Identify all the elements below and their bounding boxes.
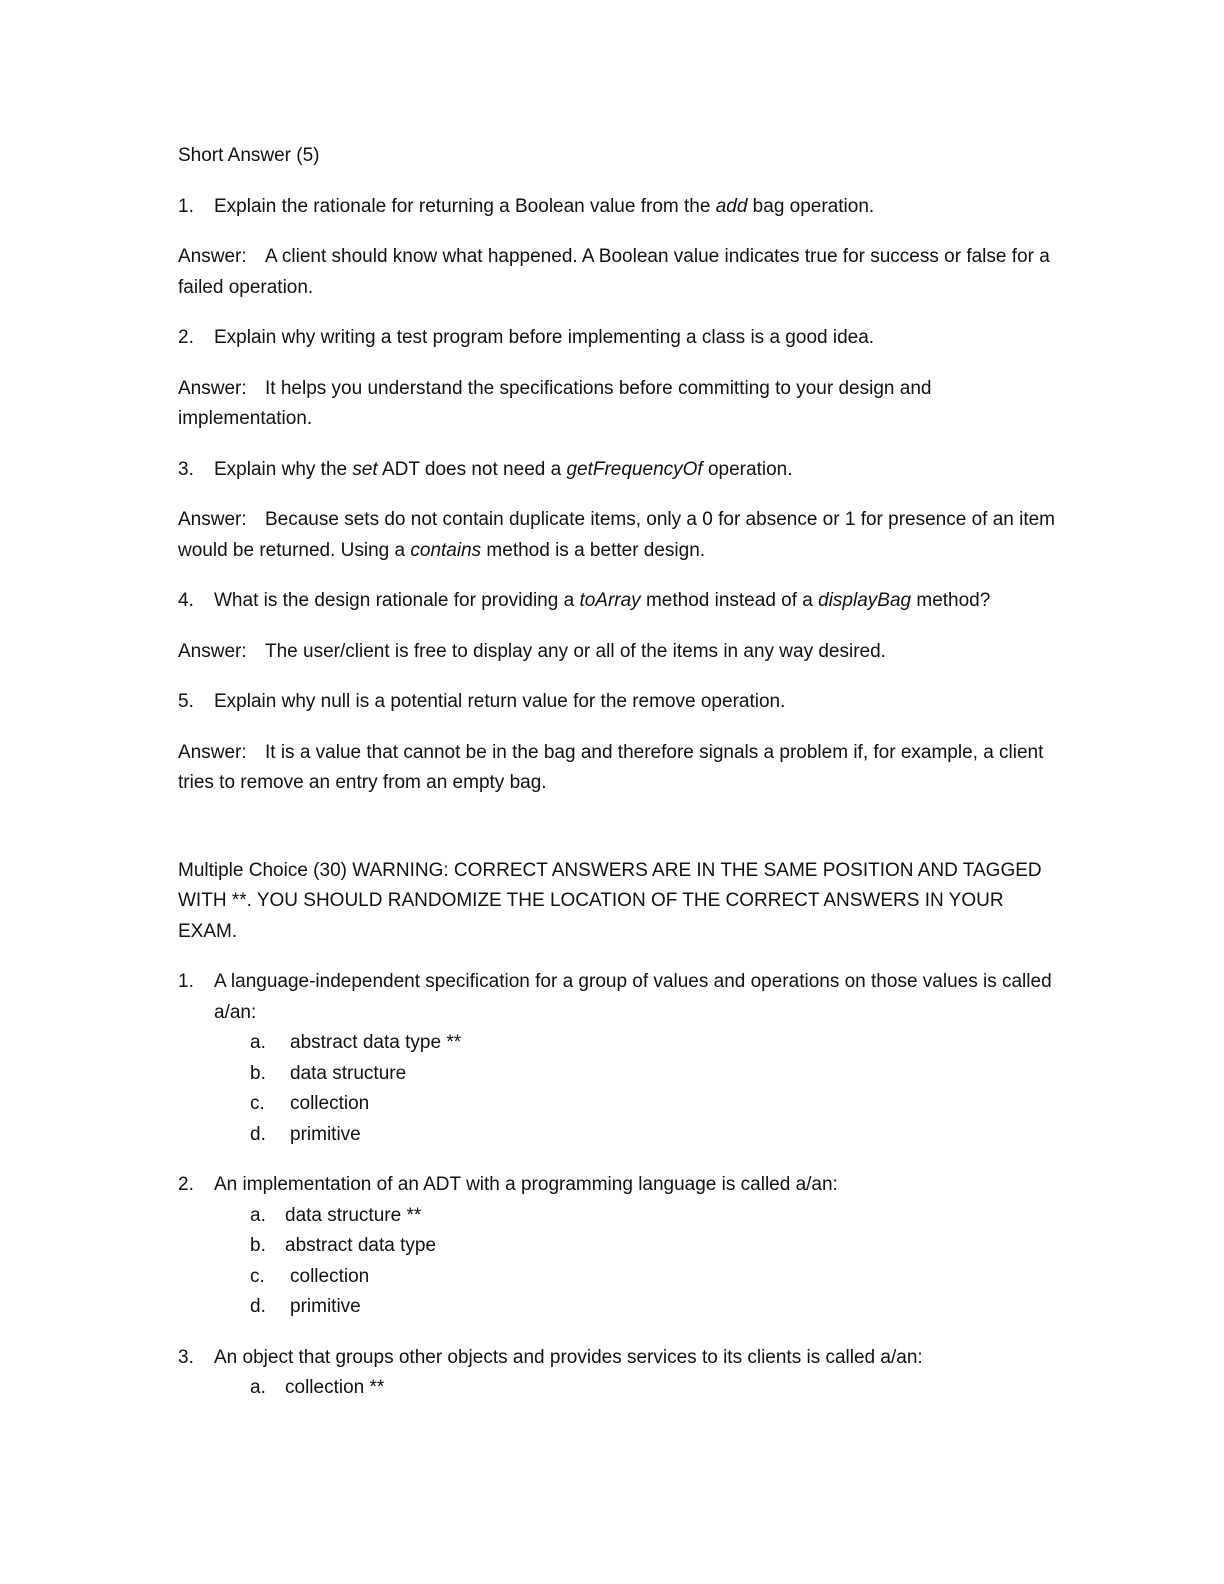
choice-text: collection (290, 1093, 370, 1114)
question-text: A language-independent specification for a group of values and operations on those values is called a/an: (214, 971, 1052, 1023)
mc-question-3 (178, 1343, 1058, 1404)
sa-question-3 (178, 455, 1058, 486)
choice-item (250, 1089, 1058, 1120)
question-text: Explain why writing a test program before implementing a class is a good idea. (214, 327, 875, 348)
sa-answer-5 (178, 738, 1058, 799)
question-number: 2. (178, 327, 194, 348)
answer-label: Answer: (178, 640, 247, 662)
choice-list (178, 1201, 1058, 1323)
answer-text: It helps you understand the specifications before committing to your design and implementation. (178, 377, 932, 429)
mc-question-stem (178, 967, 1058, 1028)
sa-question-4 (178, 586, 1058, 617)
question-text-part: Explain why the (214, 458, 353, 480)
question-text-part: method instead of a (640, 590, 819, 611)
choice-letter: c. (250, 1265, 265, 1287)
question-number: 4. (178, 590, 194, 611)
choice-text: collection ** (285, 1377, 385, 1398)
choice-item (250, 1059, 1058, 1090)
question-text-part: ADT does not need a (377, 458, 567, 480)
question-emphasis: toArray (579, 590, 641, 611)
question-text: An object that groups other objects and provides services to its clients is called a/an: (214, 1346, 923, 1368)
page-content (178, 141, 1058, 1424)
choice-item (250, 1028, 1058, 1059)
sa-answer-1 (178, 242, 1058, 303)
question-text-part: What is the design rationale for providing a (214, 590, 580, 611)
sa-question-2 (178, 323, 1058, 354)
choice-item (250, 1373, 1058, 1404)
choice-text: collection (290, 1265, 370, 1287)
choice-letter: a. (250, 1377, 266, 1398)
choice-text: abstract data type ** (290, 1032, 462, 1053)
sa-answer-2 (178, 374, 1058, 435)
choice-item (250, 1201, 1058, 1232)
question-emphasis: displayBag (818, 590, 912, 611)
choice-letter: b. (250, 1235, 266, 1256)
answer-emphasis: contains (410, 539, 482, 561)
answer-text: It is a value that cannot be in the bag and therefore signals a problem if, for example, a client tries to remove an entry from an empty bag. (178, 741, 1044, 793)
mc-question-2 (178, 1170, 1058, 1323)
choice-text: data structure ** (285, 1204, 422, 1226)
choice-item (250, 1231, 1058, 1262)
question-text (214, 455, 1058, 486)
sa-answer-3 (178, 505, 1058, 566)
mc-question-stem (178, 1170, 1058, 1201)
sa-question-5 (178, 687, 1058, 718)
question-number: 3. (178, 1346, 194, 1368)
multiple-choice-heading: Multiple Choice (30) WARNING: CORRECT ANSWERS ARE IN THE SAME POSITION AND TAGGED WITH **. YOU SHOULD RANDOMIZE THE LOCATION OF THE CORRECT ANSWERS IN YOUR EXAM. (178, 859, 1042, 942)
choice-list (178, 1373, 1058, 1404)
choice-letter: a. (250, 1032, 266, 1053)
question-text-part: bag operation. (747, 195, 875, 217)
question-text: An implementation of an ADT with a programming language is called a/an: (214, 1174, 838, 1195)
choice-list (178, 1028, 1058, 1150)
question-text (214, 192, 1058, 223)
answer-text: The user/client is free to display any or all of the items in any way desired. (265, 640, 886, 662)
choice-item (250, 1292, 1058, 1323)
question-emphasis: add (715, 195, 748, 217)
sa-question-1 (178, 192, 1058, 223)
question-number: 5. (178, 691, 194, 712)
answer-label: Answer: (178, 377, 247, 399)
answer-label: Answer: (178, 246, 247, 267)
answer-label: Answer: (178, 509, 247, 530)
choice-letter: c. (250, 1093, 265, 1114)
question-text (214, 586, 1058, 617)
answer-text-part: method is a better design. (481, 539, 706, 561)
answer-text: A client should know what happened. A Boolean value indicates true for success or false for a failed operation. (178, 246, 1050, 298)
choice-text: abstract data type (285, 1235, 437, 1256)
question-emphasis: getFrequencyOf (566, 458, 703, 480)
question-number: 2. (178, 1174, 194, 1195)
choice-letter: d. (250, 1123, 266, 1145)
question-text-part: operation. (702, 458, 793, 480)
choice-letter: a. (250, 1204, 266, 1226)
choice-item (250, 1262, 1058, 1293)
sa-answer-4 (178, 637, 1058, 668)
choice-text: primitive (290, 1123, 361, 1145)
question-emphasis: set (352, 458, 378, 480)
question-text-part: Explain the rationale for returning a Boolean value from the (214, 195, 716, 217)
short-answer-heading: Short Answer (5) (178, 145, 320, 166)
mc-question-1 (178, 967, 1058, 1150)
question-number: 1. (178, 971, 194, 992)
question-text: Explain why null is a potential return value for the remove operation. (214, 691, 786, 712)
question-text-part: method? (911, 590, 991, 611)
mc-question-stem (178, 1343, 1058, 1374)
question-number: 3. (178, 458, 194, 480)
choice-letter: d. (250, 1296, 266, 1317)
choice-item (250, 1120, 1058, 1151)
answer-label: Answer: (178, 741, 247, 763)
answer-text-part: Because sets do not contain duplicate items, only a 0 for absence or 1 for presence of an item would be returned. Using a (178, 509, 1056, 561)
choice-text: data structure (290, 1062, 407, 1084)
choice-text: primitive (290, 1296, 361, 1317)
choice-letter: b. (250, 1062, 266, 1084)
question-number: 1. (178, 195, 194, 217)
